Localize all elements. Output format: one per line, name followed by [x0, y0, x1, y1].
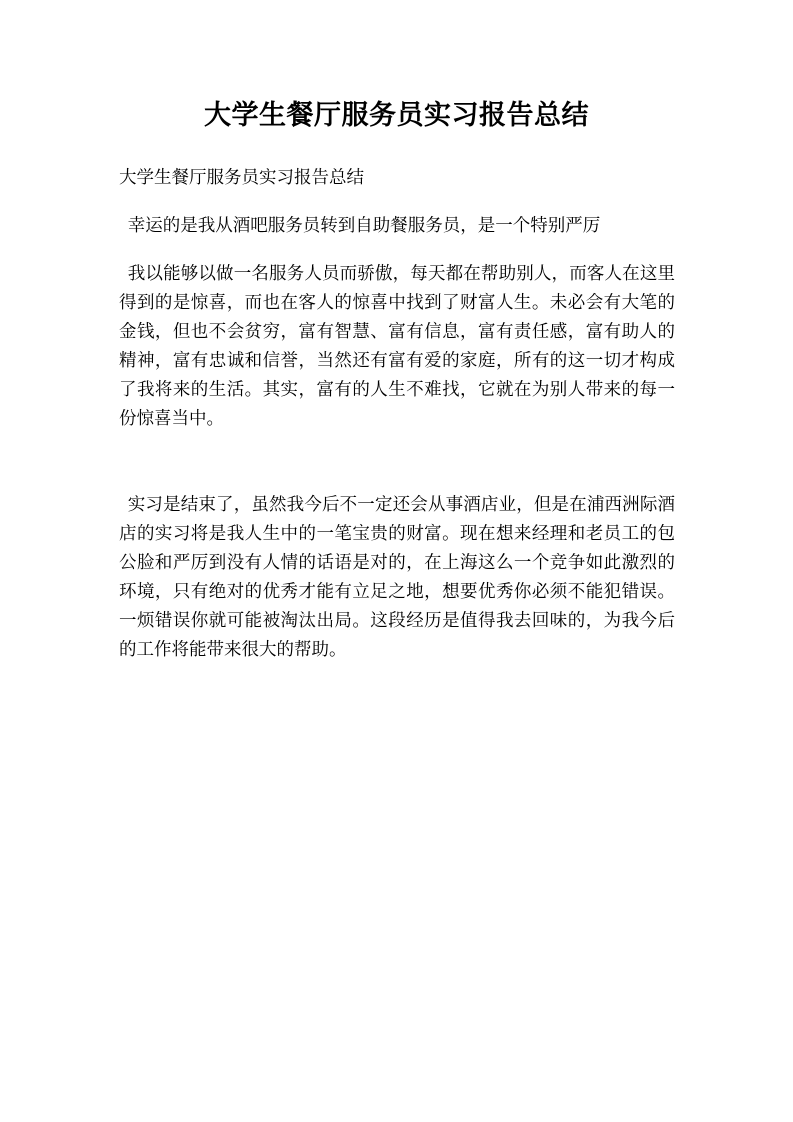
paragraph-1: 幸运的是我从酒吧服务员转到自助餐服务员，是一个特别严厉	[127, 216, 601, 236]
paragraph-2: 我以能够以做一名服务人员而骄傲，每天都在帮助别人，而客人在这里得到的是惊喜，而也在客人的惊喜中找到了财富人生。未必会有大笔的金钱，但也不会贫穷，富有智慧、富有信息，富有责任感，富有助人的精神，富有忠诚和信誉，当然还有富有爱的家庭，所有的这一切才构成了我将来的生活。其实，富有的人生不难找，它就在为别人带来的每一份惊喜当中。	[119, 264, 675, 429]
document-title: 大学生餐厅服务员实习报告总结	[204, 100, 589, 131]
paragraph-3: 实习是结束了，虽然我今后不一定还会从事酒店业，但是在浦西洲际酒店的实习将是我人生中的一笔宝贵的财富。现在想来经理和老员工的包公脸和严厉到没有人情的话语是对的，在上海这么一个竞争如此激烈的环境，只有绝对的优秀才能有立足之地，想要优秀你必须不能犯错误。一烦错误你就可能被淘汰出局。这段经历是值得我去回味的，为我今后的工作将能带来很大的帮助。	[119, 495, 675, 660]
document-subtitle: 大学生餐厅服务员实习报告总结	[119, 168, 364, 188]
